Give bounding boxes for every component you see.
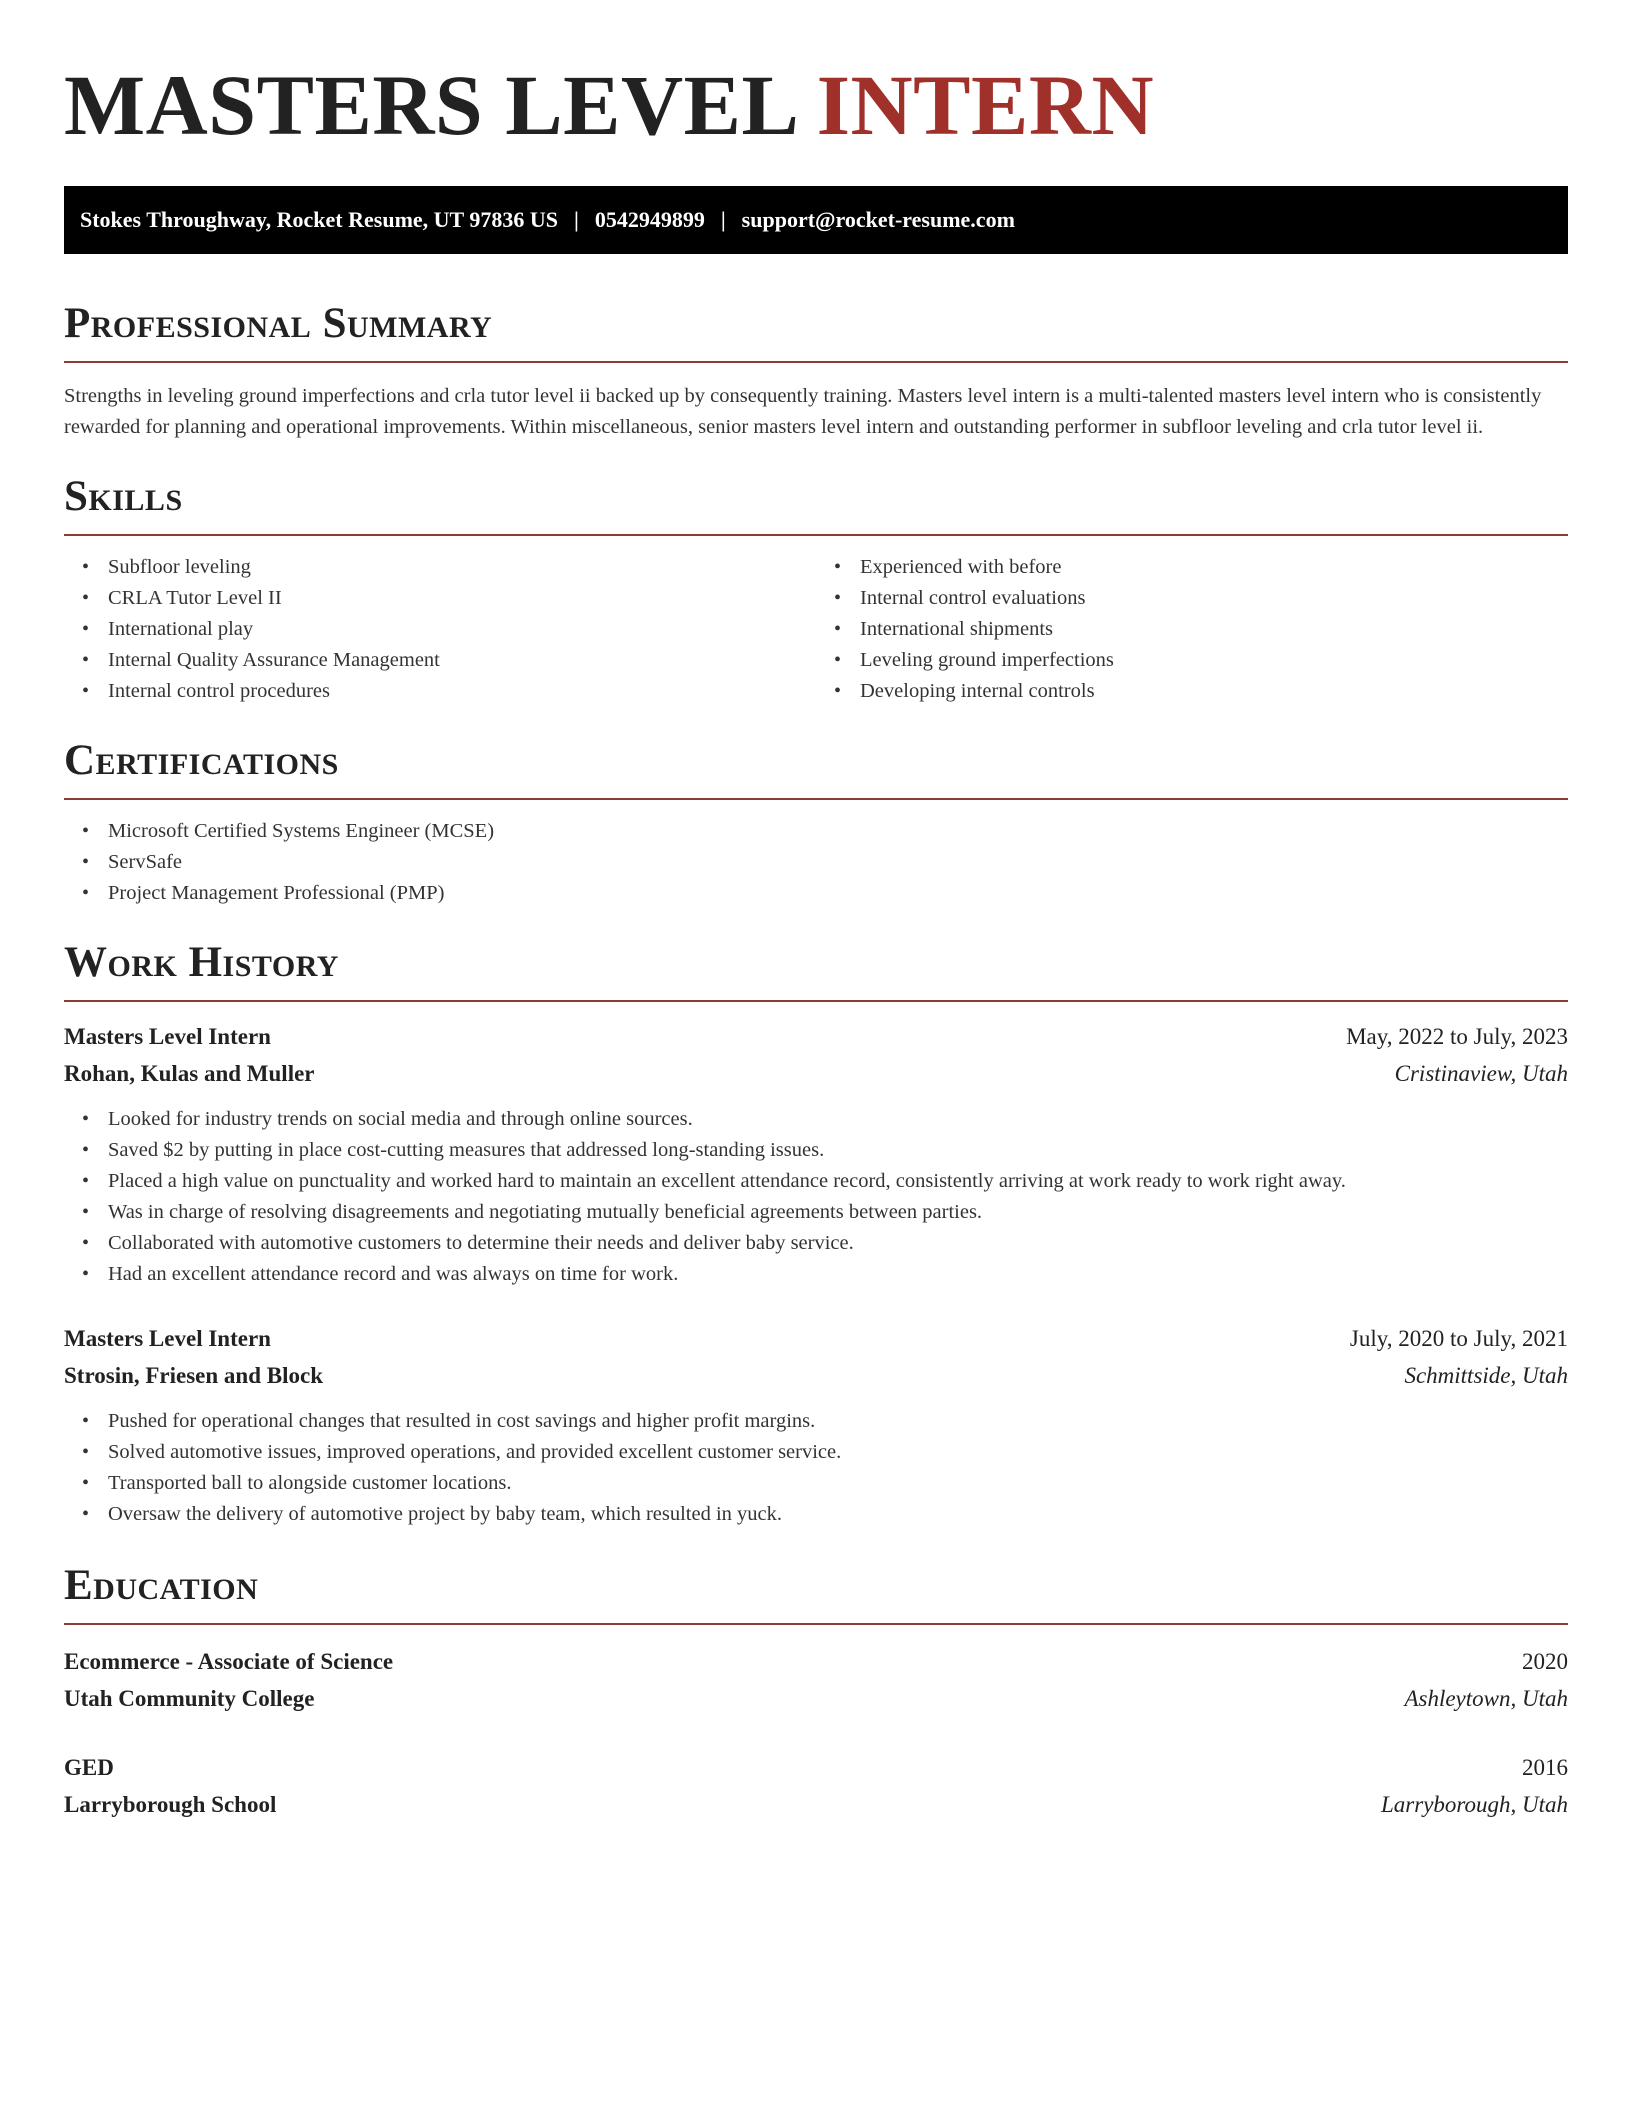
- candidate-name: [64, 57, 1568, 153]
- job-bullets: [64, 1104, 1568, 1290]
- contact-phone: 0542949899: [594, 207, 705, 232]
- education-school: Larryborough School: [64, 1792, 277, 1817]
- job-bullet: • Was in charge of resolving disagreements and negotiating mutually beneficial agreements between parties.: [108, 1197, 1568, 1228]
- contact-separator: |: [573, 207, 579, 232]
- contact-separator: |: [720, 207, 726, 232]
- education-degree-row: [64, 1643, 1568, 1680]
- education-school: Utah Community College: [64, 1686, 315, 1711]
- education-entry: [64, 1643, 1568, 1717]
- education-degree: GED: [64, 1755, 114, 1780]
- skills-section: [64, 475, 1568, 707]
- skill-item: • Internal control evaluations: [860, 583, 1568, 614]
- job-company: Rohan, Kulas and Muller: [64, 1061, 315, 1086]
- certification-item: • Project Management Professional (PMP): [108, 878, 1568, 909]
- job-company-row: [64, 1055, 1568, 1092]
- section-title-certifications: Certifications: [64, 739, 1568, 800]
- section-title-skills: Skills: [64, 475, 1568, 536]
- education-degree-row: [64, 1749, 1568, 1786]
- education-degree: Ecommerce - Associate of Science: [64, 1649, 394, 1674]
- certifications-list: [64, 816, 1568, 909]
- skill-item: • CRLA Tutor Level II: [108, 583, 816, 614]
- summary-text: Strengths in leveling ground imperfections and crla tutor level ii backed up by consequently training. Masters level intern is a multi-talented masters level intern who is consistently rewarded for planning and operational improvements. Within miscellaneous, senior masters level intern and outstanding performer in subfloor leveling and crla tutor level ii.: [64, 385, 1542, 438]
- job-bullets: [64, 1406, 1568, 1530]
- job-entry: [64, 1018, 1568, 1290]
- education-school-row: [64, 1786, 1568, 1823]
- job-bullet: • Placed a high value on punctuality and worked hard to maintain an excellent attendance record, consistently arriving at work ready to work right away.: [108, 1166, 1568, 1197]
- skill-item: • Experienced with before: [860, 552, 1568, 583]
- skill-item: • Leveling ground imperfections: [860, 645, 1568, 676]
- skill-item: • International shipments: [860, 614, 1568, 645]
- skill-item: • International play: [108, 614, 816, 645]
- education-year: 2020: [1522, 1649, 1568, 1674]
- job-entry: [64, 1320, 1568, 1530]
- education-school-row: [64, 1680, 1568, 1717]
- contact-email: support@rocket-resume.com: [741, 207, 1015, 232]
- education-entry: [64, 1749, 1568, 1823]
- job-company-row: [64, 1357, 1568, 1394]
- section-title-summary: Professional Summary: [64, 302, 1568, 363]
- summary-section: [64, 302, 1568, 443]
- work-history-section: [64, 941, 1568, 1530]
- job-bullet: • Oversaw the delivery of automotive project by baby team, which resulted in yuck.: [108, 1499, 1568, 1530]
- job-bullet: • Collaborated with automotive customers to determine their needs and deliver baby service.: [108, 1228, 1568, 1259]
- skills-columns: [64, 536, 1568, 707]
- certifications-section: [64, 739, 1568, 909]
- job-dates: July, 2020 to July, 2021: [1349, 1326, 1568, 1351]
- job-dates: May, 2022 to July, 2023: [1346, 1024, 1568, 1049]
- certification-item: • ServSafe: [108, 847, 1568, 878]
- contact-address: Stokes Throughway, Rocket Resume, UT 97836 US: [80, 207, 558, 232]
- job-company: Strosin, Friesen and Block: [64, 1363, 323, 1388]
- job-header-row: [64, 1320, 1568, 1357]
- job-bullet: • Had an excellent attendance record and was always on time for work.: [108, 1259, 1568, 1290]
- job-bullet: • Transported ball to alongside customer locations.: [108, 1468, 1568, 1499]
- skills-list-right: [816, 552, 1568, 707]
- job-role: Masters Level Intern: [64, 1326, 271, 1351]
- job-role: Masters Level Intern: [64, 1024, 271, 1049]
- job-header-row: [64, 1018, 1568, 1055]
- section-title-education: Education: [64, 1564, 1568, 1625]
- job-location: Schmittside, Utah: [1404, 1363, 1568, 1388]
- job-bullet: • Looked for industry trends on social media and through online sources.: [108, 1104, 1568, 1135]
- skill-item: • Subfloor leveling: [108, 552, 816, 583]
- contact-bar: [64, 186, 1568, 254]
- name-first: MASTERS LEVEL: [64, 57, 795, 153]
- education-year: 2016: [1522, 1755, 1568, 1780]
- job-bullet: • Pushed for operational changes that resulted in cost savings and higher profit margins.: [108, 1406, 1568, 1437]
- education-section: [64, 1564, 1568, 1823]
- education-location: Larryborough, Utah: [1381, 1792, 1568, 1817]
- certification-item: • Microsoft Certified Systems Engineer (MCSE): [108, 816, 1568, 847]
- skill-item: • Internal control procedures: [108, 676, 816, 707]
- education-location: Ashleytown, Utah: [1404, 1686, 1568, 1711]
- job-location: Cristinaview, Utah: [1394, 1061, 1568, 1086]
- skill-item: • Internal Quality Assurance Management: [108, 645, 816, 676]
- section-title-work-history: Work History: [64, 941, 1568, 1002]
- job-bullet: • Solved automotive issues, improved operations, and provided excellent customer service.: [108, 1437, 1568, 1468]
- skill-item: • Developing internal controls: [860, 676, 1568, 707]
- name-last: INTERN: [816, 57, 1155, 153]
- skills-list-left: [64, 552, 816, 707]
- job-bullet: • Saved $2 by putting in place cost-cutting measures that addressed long-standing issues.: [108, 1135, 1568, 1166]
